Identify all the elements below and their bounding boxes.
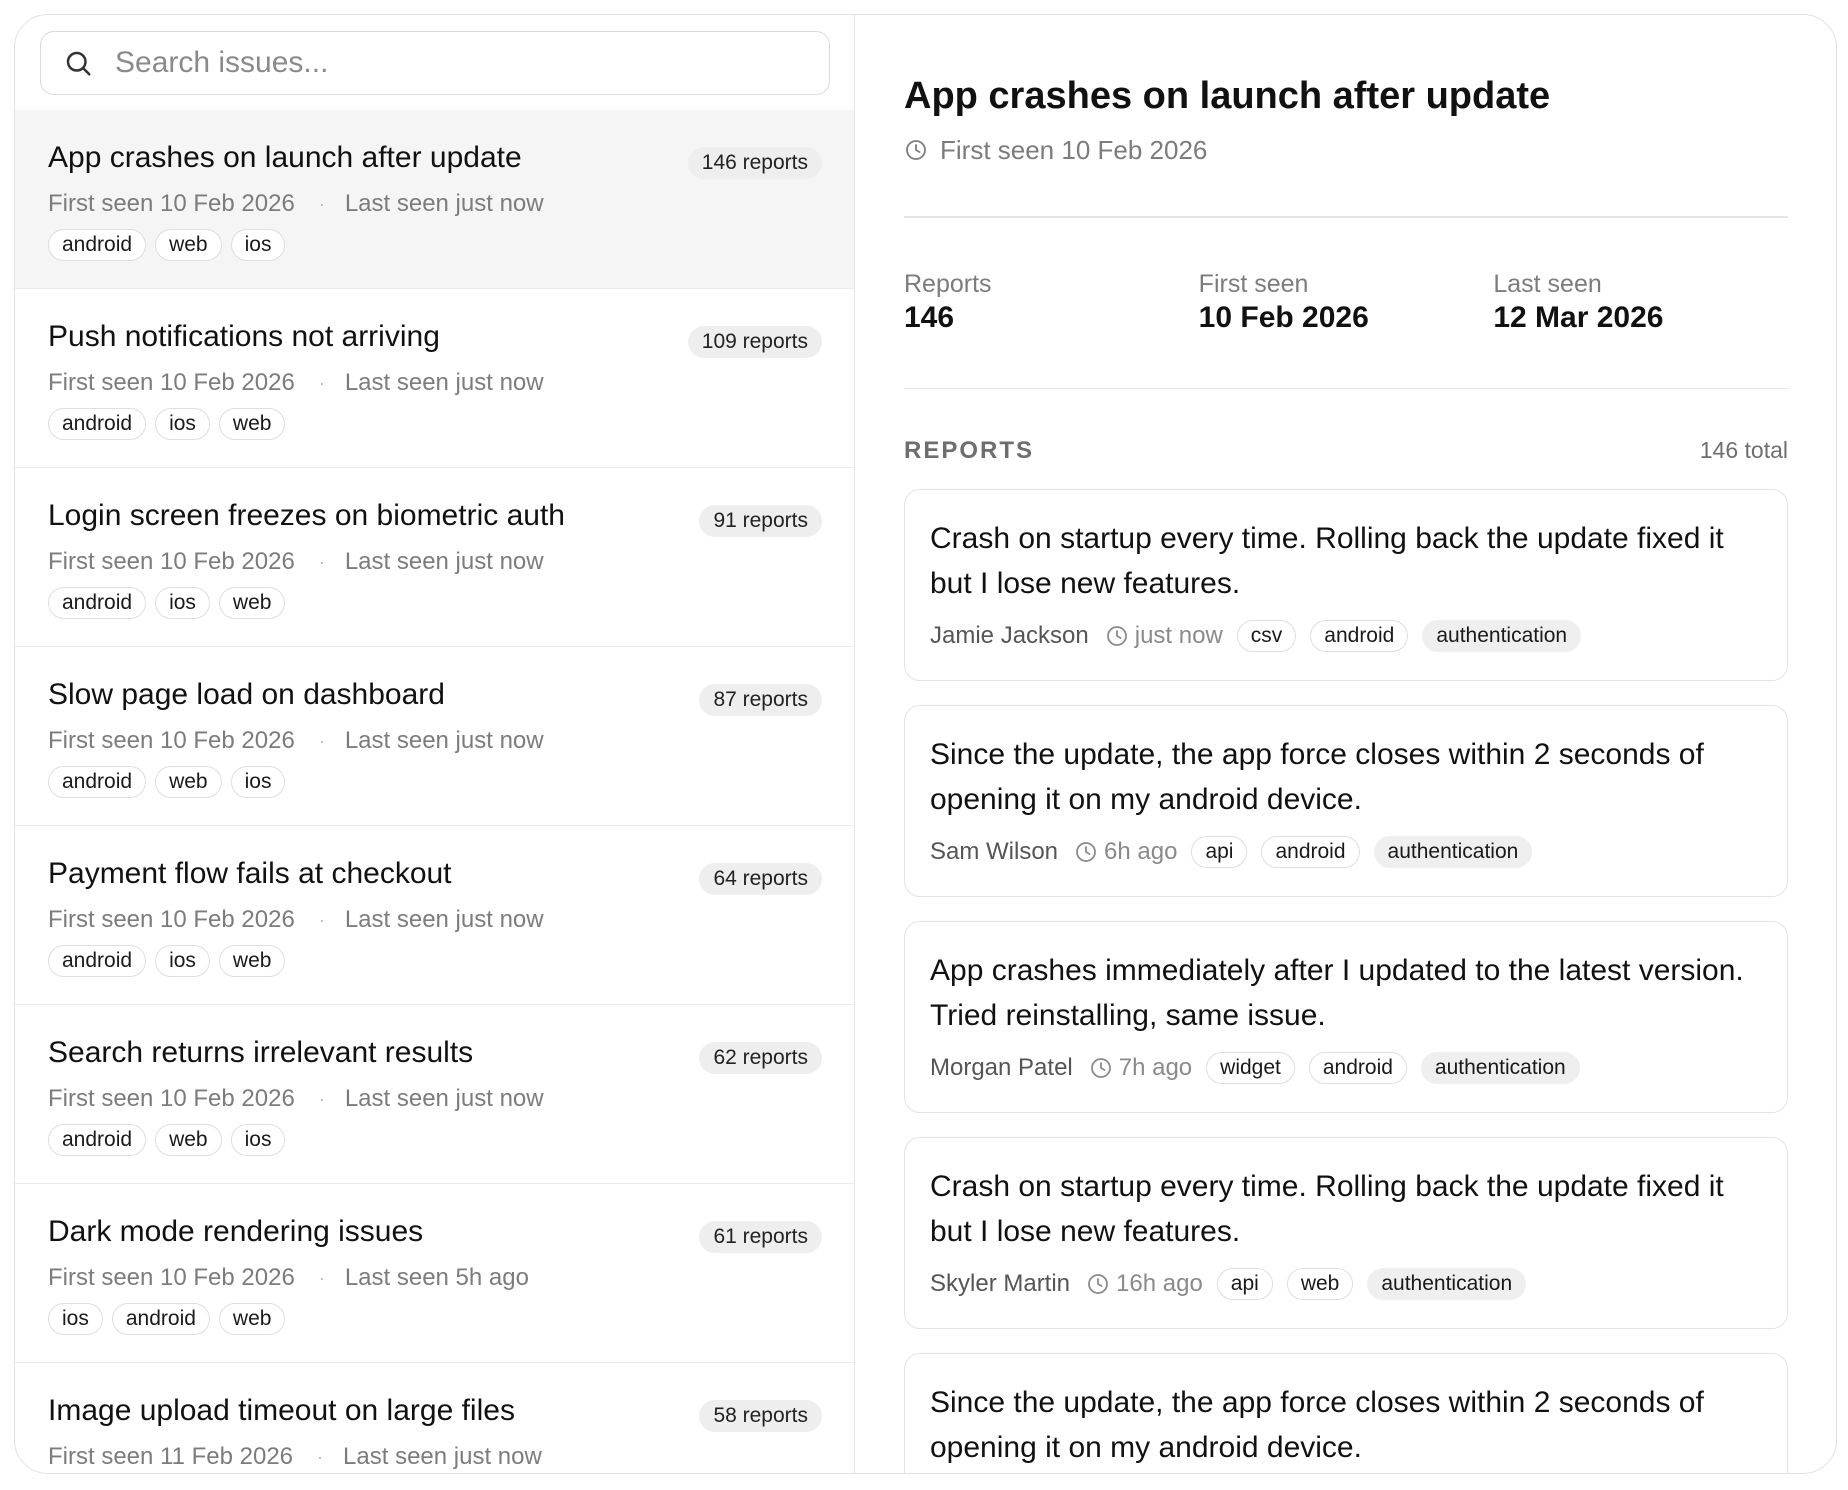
report-tag: authentication bbox=[1422, 620, 1581, 652]
report-tag: android bbox=[1261, 836, 1359, 868]
issue-row[interactable] bbox=[15, 110, 854, 289]
detail-first-seen-text: First seen 10 Feb 2026 bbox=[940, 135, 1208, 165]
report-list bbox=[904, 489, 1788, 1473]
search-box[interactable] bbox=[40, 31, 830, 95]
report-count-badge: 61 reports bbox=[699, 1221, 822, 1253]
report-card[interactable] bbox=[904, 1137, 1788, 1329]
divider bbox=[904, 388, 1788, 390]
issue-title: Payment flow fails at checkout bbox=[48, 857, 452, 890]
report-time-text: 7h ago bbox=[1118, 1054, 1193, 1081]
clock-icon bbox=[1089, 1056, 1113, 1080]
report-card[interactable] bbox=[904, 921, 1788, 1113]
issue-detail-panel bbox=[855, 15, 1836, 1473]
report-tag: authentication bbox=[1367, 1268, 1526, 1300]
last-seen: Last seen 5h ago bbox=[344, 1264, 529, 1291]
issue-title: Dark mode rendering issues bbox=[48, 1215, 424, 1248]
report-count-badge: 64 reports bbox=[699, 863, 822, 895]
issue-meta bbox=[48, 547, 822, 577]
report-count-badge: 62 reports bbox=[699, 1042, 822, 1074]
issue-row[interactable] bbox=[15, 289, 854, 468]
report-tag: android bbox=[1309, 1052, 1407, 1084]
stat-first-seen bbox=[1199, 268, 1494, 388]
stat-label: First seen bbox=[1198, 269, 1309, 298]
platform-tag: ios bbox=[155, 408, 210, 440]
issue-row[interactable] bbox=[15, 826, 854, 1005]
report-meta bbox=[930, 620, 1762, 652]
issue-title: Login screen freezes on biometric auth bbox=[48, 499, 565, 532]
stats-row bbox=[904, 218, 1788, 388]
detail-first-seen bbox=[904, 133, 1788, 167]
report-time bbox=[1086, 1270, 1203, 1298]
report-time-text: 6h ago bbox=[1104, 838, 1178, 865]
tag-list bbox=[48, 1124, 822, 1156]
first-seen: First seen 10 Feb 2026 bbox=[48, 906, 295, 933]
report-author: Morgan Patel bbox=[930, 1054, 1073, 1081]
tag-list bbox=[48, 945, 822, 977]
reports-total: 146 total bbox=[1699, 437, 1788, 463]
platform-tag: web bbox=[219, 945, 286, 977]
platform-tag: ios bbox=[231, 766, 286, 798]
search-icon bbox=[63, 48, 93, 78]
report-author: Sam Wilson bbox=[930, 838, 1059, 865]
stat-label: Reports bbox=[904, 269, 992, 298]
stat-value: 10 Feb 2026 bbox=[1198, 300, 1369, 334]
stat-label: Last seen bbox=[1493, 269, 1602, 298]
report-time bbox=[1089, 1054, 1192, 1082]
issue-row[interactable] bbox=[15, 1005, 854, 1184]
report-text: Since the update, the app force closes within 2 seconds of opening it on my android device. bbox=[930, 1386, 1704, 1464]
report-card[interactable] bbox=[904, 1353, 1788, 1473]
last-seen: Last seen just now bbox=[344, 369, 544, 396]
first-seen: First seen 10 Feb 2026 bbox=[48, 190, 295, 217]
separator-dot: · bbox=[318, 910, 325, 930]
report-count-badge: 91 reports bbox=[699, 505, 822, 537]
report-tag-list bbox=[1191, 836, 1532, 868]
report-tag: widget bbox=[1206, 1052, 1295, 1084]
search-bar bbox=[15, 15, 854, 110]
separator-dot: · bbox=[318, 1268, 325, 1288]
issue-title: Image upload timeout on large files bbox=[48, 1394, 515, 1427]
first-seen: First seen 10 Feb 2026 bbox=[48, 369, 295, 396]
issue-meta bbox=[48, 1263, 822, 1293]
report-tag: web bbox=[1287, 1268, 1354, 1300]
report-card[interactable] bbox=[904, 489, 1788, 681]
platform-tag: ios bbox=[48, 1303, 103, 1335]
platform-tag: ios bbox=[155, 587, 210, 619]
detail-title: App crashes on launch after update bbox=[904, 75, 1551, 117]
platform-tag: web bbox=[219, 1303, 286, 1335]
report-time-text: just now bbox=[1134, 622, 1223, 649]
issue-title: App crashes on launch after update bbox=[48, 141, 522, 174]
tag-list bbox=[48, 408, 822, 440]
stat-last-seen bbox=[1493, 268, 1788, 388]
clock-icon bbox=[1105, 624, 1129, 648]
clock-icon bbox=[1086, 1272, 1110, 1296]
tag-list bbox=[48, 766, 822, 798]
search-input[interactable] bbox=[115, 46, 807, 80]
report-meta bbox=[930, 1052, 1762, 1084]
last-seen: Last seen just now bbox=[344, 1085, 544, 1112]
platform-tag: android bbox=[48, 587, 146, 619]
last-seen: Last seen just now bbox=[344, 727, 544, 754]
issue-meta bbox=[48, 368, 822, 398]
first-seen: First seen 10 Feb 2026 bbox=[48, 548, 295, 575]
report-tag: api bbox=[1191, 836, 1247, 868]
issue-list bbox=[15, 110, 854, 1473]
report-tag: android bbox=[1310, 620, 1408, 652]
platform-tag: ios bbox=[155, 945, 210, 977]
first-seen: First seen 10 Feb 2026 bbox=[48, 1264, 295, 1291]
issue-list-panel bbox=[15, 15, 855, 1473]
stat-value: 146 bbox=[904, 300, 955, 334]
stat-value: 12 Mar 2026 bbox=[1493, 300, 1664, 334]
report-text: Crash on startup every time. Rolling back the update fixed it but I lose new features. bbox=[930, 1170, 1724, 1248]
report-tag-list bbox=[1206, 1052, 1580, 1084]
first-seen: First seen 10 Feb 2026 bbox=[48, 727, 295, 754]
separator-dot: · bbox=[317, 1447, 324, 1467]
report-meta bbox=[930, 836, 1762, 868]
reports-label: REPORTS bbox=[904, 437, 1035, 464]
report-text: App crashes immediately after I updated to the latest version. Tried reinstalling, same issue. bbox=[930, 954, 1744, 1032]
first-seen: First seen 10 Feb 2026 bbox=[48, 1085, 295, 1112]
report-tag: api bbox=[1217, 1268, 1273, 1300]
last-seen: Last seen just now bbox=[344, 548, 544, 575]
report-tag: authentication bbox=[1421, 1052, 1580, 1084]
platform-tag: web bbox=[155, 766, 222, 798]
tag-list bbox=[48, 229, 822, 261]
report-author: Skyler Martin bbox=[930, 1270, 1071, 1297]
app-window bbox=[14, 14, 1837, 1474]
report-card[interactable] bbox=[904, 705, 1788, 897]
report-tag: authentication bbox=[1374, 836, 1533, 868]
separator-dot: · bbox=[318, 194, 325, 214]
platform-tag: android bbox=[48, 766, 146, 798]
report-time bbox=[1074, 838, 1177, 866]
separator-dot: · bbox=[318, 1089, 325, 1109]
issue-meta bbox=[48, 905, 822, 935]
reports-header bbox=[904, 437, 1788, 465]
clock-icon bbox=[904, 138, 928, 162]
report-count-badge: 146 reports bbox=[688, 147, 822, 179]
clock-icon bbox=[1074, 840, 1098, 864]
issue-meta bbox=[48, 189, 822, 219]
platform-tag: ios bbox=[231, 1124, 286, 1156]
tag-list bbox=[48, 1303, 822, 1335]
platform-tag: android bbox=[48, 229, 146, 261]
separator-dot: · bbox=[318, 373, 325, 393]
report-count-badge: 109 reports bbox=[688, 326, 822, 358]
report-tag-list bbox=[1237, 620, 1581, 652]
platform-tag: ios bbox=[231, 229, 286, 261]
issue-title: Push notifications not arriving bbox=[48, 320, 440, 353]
issue-meta bbox=[48, 1084, 822, 1114]
report-author: Jamie Jackson bbox=[930, 622, 1089, 649]
report-meta bbox=[930, 1268, 1762, 1300]
separator-dot: · bbox=[318, 552, 325, 572]
report-tag: csv bbox=[1237, 620, 1297, 652]
report-time bbox=[1105, 622, 1223, 650]
platform-tag: web bbox=[155, 1124, 222, 1156]
report-text: Since the update, the app force closes within 2 seconds of opening it on my android device. bbox=[930, 738, 1704, 816]
platform-tag: android bbox=[48, 408, 146, 440]
stat-reports bbox=[904, 268, 1199, 388]
report-text: Crash on startup every time. Rolling back the update fixed it but I lose new features. bbox=[930, 522, 1724, 600]
tag-list bbox=[48, 587, 822, 619]
last-seen: Last seen just now bbox=[344, 190, 544, 217]
platform-tag: android bbox=[48, 1124, 146, 1156]
separator-dot: · bbox=[318, 731, 325, 751]
first-seen: First seen 11 Feb 2026 bbox=[48, 1443, 294, 1470]
report-tag-list bbox=[1217, 1268, 1526, 1300]
report-time-text: 16h ago bbox=[1116, 1270, 1203, 1297]
issue-row[interactable] bbox=[15, 1184, 854, 1363]
platform-tag: web bbox=[219, 587, 286, 619]
platform-tag: android bbox=[112, 1303, 210, 1335]
issue-title: Search returns irrelevant results bbox=[48, 1036, 474, 1069]
platform-tag: web bbox=[155, 229, 222, 261]
platform-tag: android bbox=[48, 945, 146, 977]
issue-row[interactable] bbox=[15, 647, 854, 826]
platform-tag: web bbox=[219, 408, 286, 440]
issue-row[interactable] bbox=[15, 1363, 854, 1473]
issue-meta bbox=[48, 1442, 822, 1472]
last-seen: Last seen just now bbox=[344, 906, 544, 933]
report-count-badge: 58 reports bbox=[699, 1400, 822, 1432]
issue-title: Slow page load on dashboard bbox=[48, 678, 445, 711]
report-count-badge: 87 reports bbox=[699, 684, 822, 716]
issue-meta bbox=[48, 726, 822, 756]
last-seen: Last seen just now bbox=[343, 1443, 542, 1470]
issue-row[interactable] bbox=[15, 468, 854, 647]
